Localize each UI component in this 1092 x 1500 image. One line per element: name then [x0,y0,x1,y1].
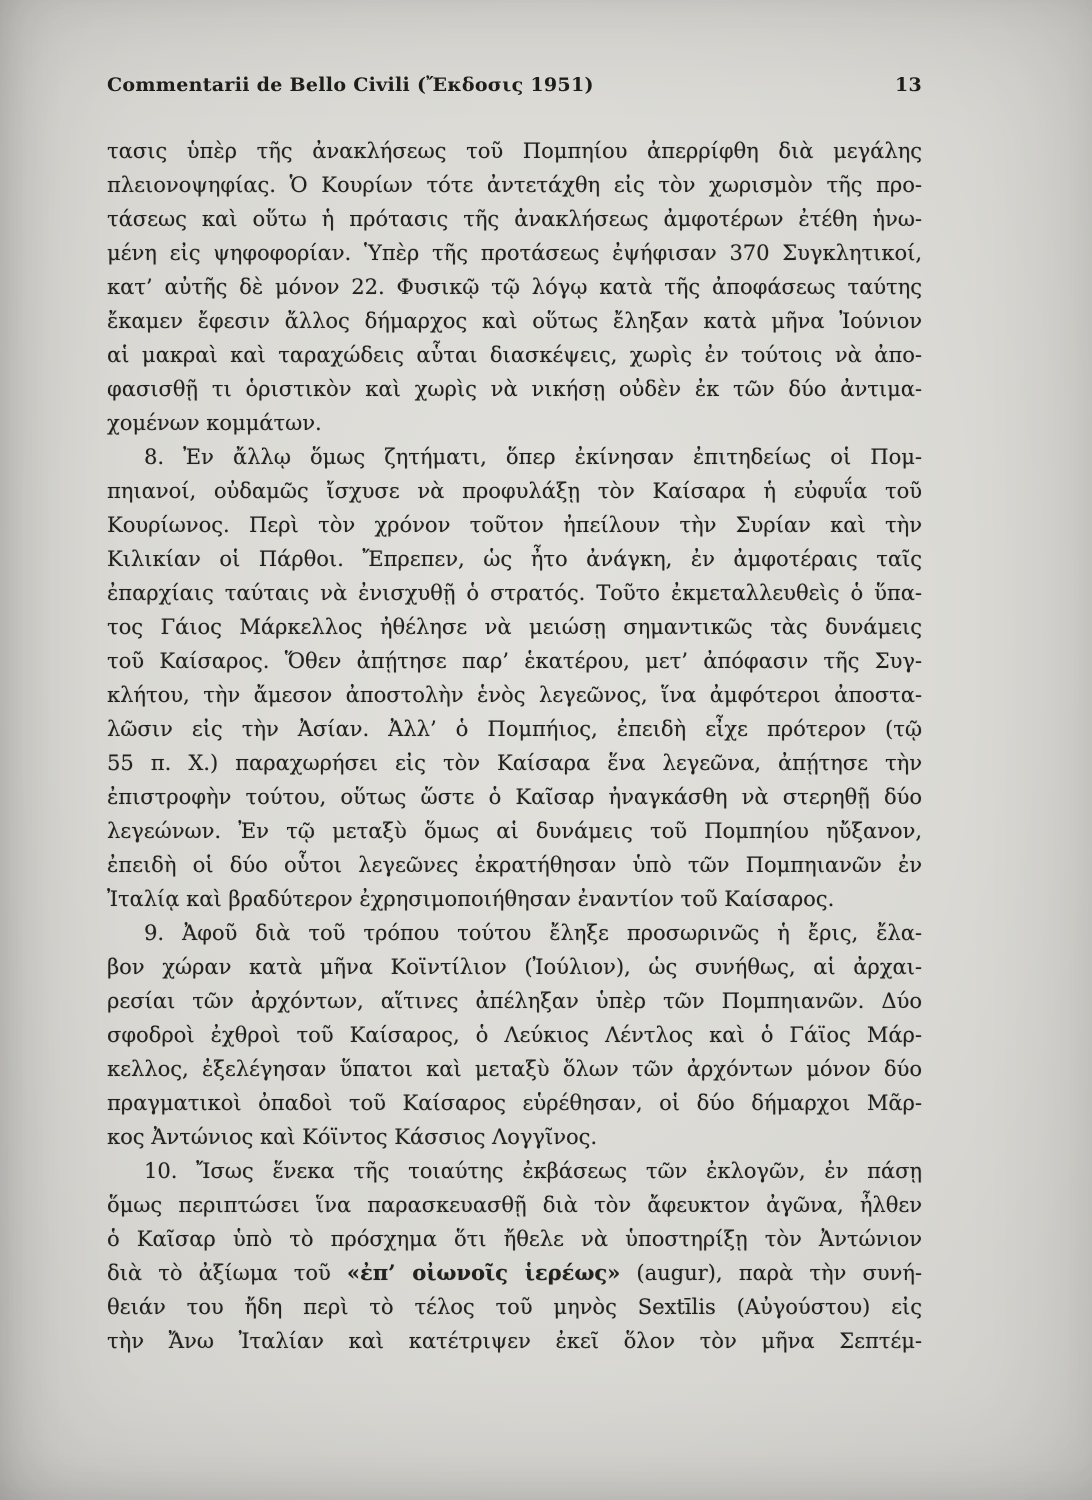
text-run: ἔκαμεν ἔφεσιν ἄλλος δήμαρχος καὶ οὕτως ἔληξαν κατὰ μῆνα Ἰούνιον [107,309,922,333]
text-line [107,168,922,202]
text-run: πραγματικοὶ ὀπαδοὶ τοῦ Καίσαρος εὑρέθησαν, οἱ δύο δήμαρχοι Μᾶρ- [107,1091,922,1115]
text-run: ἐπειδὴ οἱ δύο οὗτοι λεγεῶνες ἐκρατήθησαν ὑπὸ τῶν Πομπηιανῶν ἐν [107,853,922,877]
text-line [107,202,922,236]
paragraph [107,134,922,440]
text-run: λεγεώνων. Ἐν τῷ μεταξὺ ὅμως αἱ δυνάμεις τοῦ Πομπηίου ηὔξανον, [107,819,922,843]
text-line [107,780,922,814]
running-header [107,74,922,96]
text-run: ἐπαρχίαις ταύταις νὰ ἐνισχυθῇ ὁ στρατός. Τοῦτο ἐκμεταλλευθεὶς ὁ ὕπα- [107,581,922,605]
text-run: θειάν του ἤδη περὶ τὸ τέλος τοῦ μηνὸς Sextīlis (Αὐγούστου) εἰς [107,1295,922,1319]
text-run: λῶσιν εἰς τὴν Ἀσίαν. Ἀλλ’ ὁ Πομπήιος, ἐπειδὴ εἶχε πρότερον (τῷ [107,717,922,741]
text-line [107,1324,922,1358]
bold-phrase: «ἐπ’ οἰωνοῖς ἱερέως» [346,1260,621,1285]
text-block [107,134,922,1358]
text-line [107,1290,922,1324]
text-line [107,338,922,372]
text-line [107,1154,922,1188]
text-run: τος Γάιος Μάρκελλος ἠθέλησε νὰ μειώσῃ σημαντικῶς τὰς δυνάμεις [107,615,922,639]
text-run: 10. Ἴσως ἕνεκα τῆς τοιαύτης ἐκβάσεως τῶν ἐκλογῶν, ἐν πάσῃ [144,1159,922,1183]
text-line [107,576,922,610]
text-line [107,984,922,1018]
text-run: αἱ μακραὶ καὶ ταραχώδεις αὗται διασκέψεις, χωρὶς ἐν τούτοις νὰ ἀπο- [107,343,922,367]
text-line [107,644,922,678]
text-line [107,712,922,746]
text-line [107,678,922,712]
text-run: σφοδροὶ ἐχθροὶ τοῦ Καίσαρος, ὁ Λεύκιος Λέντλος καὶ ὁ Γάϊος Μάρ- [107,1023,922,1047]
text-line [107,1086,922,1120]
text-run: χομένων κομμάτων. [107,411,322,435]
text-line [107,610,922,644]
text-run: ὅμως περιπτώσει ἵνα παρασκευασθῇ διὰ τὸν ἄφευκτον ἀγῶνα, ἦλθεν [107,1193,922,1217]
text-line [107,746,922,780]
text-line [107,440,922,474]
running-title: Commentarii de Bello Civili (Ἔκδοσις 1951) [107,74,594,96]
text-run: βον χώραν κατὰ μῆνα Κοϊντίλιον (Ἰούλιον), ὡς συνήθως, αἱ ἀρχαι- [107,955,922,979]
text-line [107,1120,922,1154]
text-line [107,270,922,304]
paragraph [107,440,922,916]
text-run: (augur), παρὰ τὴν συνή- [620,1261,923,1285]
paragraph [107,1154,922,1358]
text-run: 9. Ἀφοῦ διὰ τοῦ τρόπου τούτου ἔληξε προσωρινῶς ἡ ἔρις, ἔλα- [144,921,922,945]
text-line [107,1018,922,1052]
text-run: κατ’ αὐτῆς δὲ μόνον 22. Φυσικῷ τῷ λόγῳ κατὰ τῆς ἀποφάσεως ταύτης [107,275,922,299]
page-number: 13 [894,74,922,96]
text-line [107,1256,922,1290]
text-run: ἐπιστροφὴν τούτου, οὕτως ὥστε ὁ Καῖσαρ ἠναγκάσθη νὰ στερηθῇ δύο [107,785,922,809]
text-line [107,474,922,508]
text-line [107,406,922,440]
text-line [107,372,922,406]
text-run: πλειονοψηφίας. Ὁ Κουρίων τότε ἀντετάχθη εἰς τὸν χωρισμὸν τῆς προ- [107,173,922,197]
text-run: κος Ἀντώνιος καὶ Κόϊντος Κάσσιος Λογγῖνος. [107,1125,598,1149]
text-line [107,1188,922,1222]
text-run: ὁ Καῖσαρ ὑπὸ τὸ πρόσχημα ὅτι ἤθελε νὰ ὑποστηρίξῃ τὸν Ἀντώνιον [107,1227,922,1251]
text-line [107,882,922,916]
text-run: κελλος, ἐξελέγησαν ὕπατοι καὶ μεταξὺ ὅλων τῶν ἀρχόντων μόνον δύο [107,1057,922,1081]
text-run: πηιανοί, οὐδαμῶς ἴσχυσε νὰ προφυλάξῃ τὸν Καίσαρα ἡ εὐφυΐα τοῦ [107,479,922,503]
text-line [107,508,922,542]
text-line [107,950,922,984]
paragraph [107,916,922,1154]
text-run: μένη εἰς ψηφοφορίαν. Ὑπὲρ τῆς προτάσεως ἐψήφισαν 370 Συγκλητικοί, [107,241,922,265]
text-run: Ἰταλίᾳ καὶ βραδύτερον ἐχρησιμοποιήθησαν ἐναντίον τοῦ Καίσαρος. [107,887,835,911]
text-run: τάσεως καὶ οὕτω ἡ πρότασις τῆς ἀνακλήσεως ἀμφοτέρων ἐτέθη ἡνω- [107,207,922,231]
text-run: τοῦ Καίσαρος. Ὅθεν ἀπῄτησε παρ’ ἑκατέρου, μετ’ ἀπόφασιν τῆς Συγ- [107,649,922,673]
text-line [107,236,922,270]
page-content [107,74,922,1358]
text-run: ρεσίαι τῶν ἀρχόντων, αἵτινες ἀπέληξαν ὑπὲρ τῶν Πομπηιανῶν. Δύο [107,989,922,1013]
text-line [107,1052,922,1086]
text-line [107,814,922,848]
text-line [107,916,922,950]
text-run: Κουρίωνος. Περὶ τὸν χρόνον τοῦτον ἠπείλουν τὴν Συρίαν καὶ τὴν [107,513,922,537]
text-line [107,134,922,168]
text-line [107,304,922,338]
text-run: διὰ τὸ ἀξίωμα τοῦ [107,1261,347,1285]
text-run: Κιλικίαν οἱ Πάρθοι. Ἔπρεπεν, ὡς ἦτο ἀνάγκη, ἐν ἀμφοτέραις ταῖς [107,547,922,571]
text-line [107,542,922,576]
text-line [107,848,922,882]
text-run: κλήτου, τὴν ἄμεσον ἀποστολὴν ἑνὸς λεγεῶνος, ἵνα ἀμφότεροι ἀποστα- [107,683,922,707]
text-run: τὴν Ἄνω Ἰταλίαν καὶ κατέτριψεν ἐκεῖ ὅλον τὸν μῆνα Σεπτέμ- [107,1329,922,1353]
text-run: φασισθῇ τι ὁριστικὸν καὶ χωρὶς νὰ νικήσῃ οὐδὲν ἐκ τῶν δύο ἀντιμα- [107,377,922,401]
text-run: 55 π. Χ.) παραχωρήσει εἰς τὸν Καίσαρα ἕνα λεγεῶνα, ἀπῄτησε τὴν [107,751,922,775]
text-run: 8. Ἐν ἄλλῳ ὅμως ζητήματι, ὅπερ ἐκίνησαν ἐπιτηδείως οἱ Πομ- [144,445,922,469]
text-line [107,1222,922,1256]
text-run: τασις ὑπὲρ τῆς ἀνακλήσεως τοῦ Πομπηίου ἀπερρίφθη διὰ μεγάλης [107,139,922,163]
